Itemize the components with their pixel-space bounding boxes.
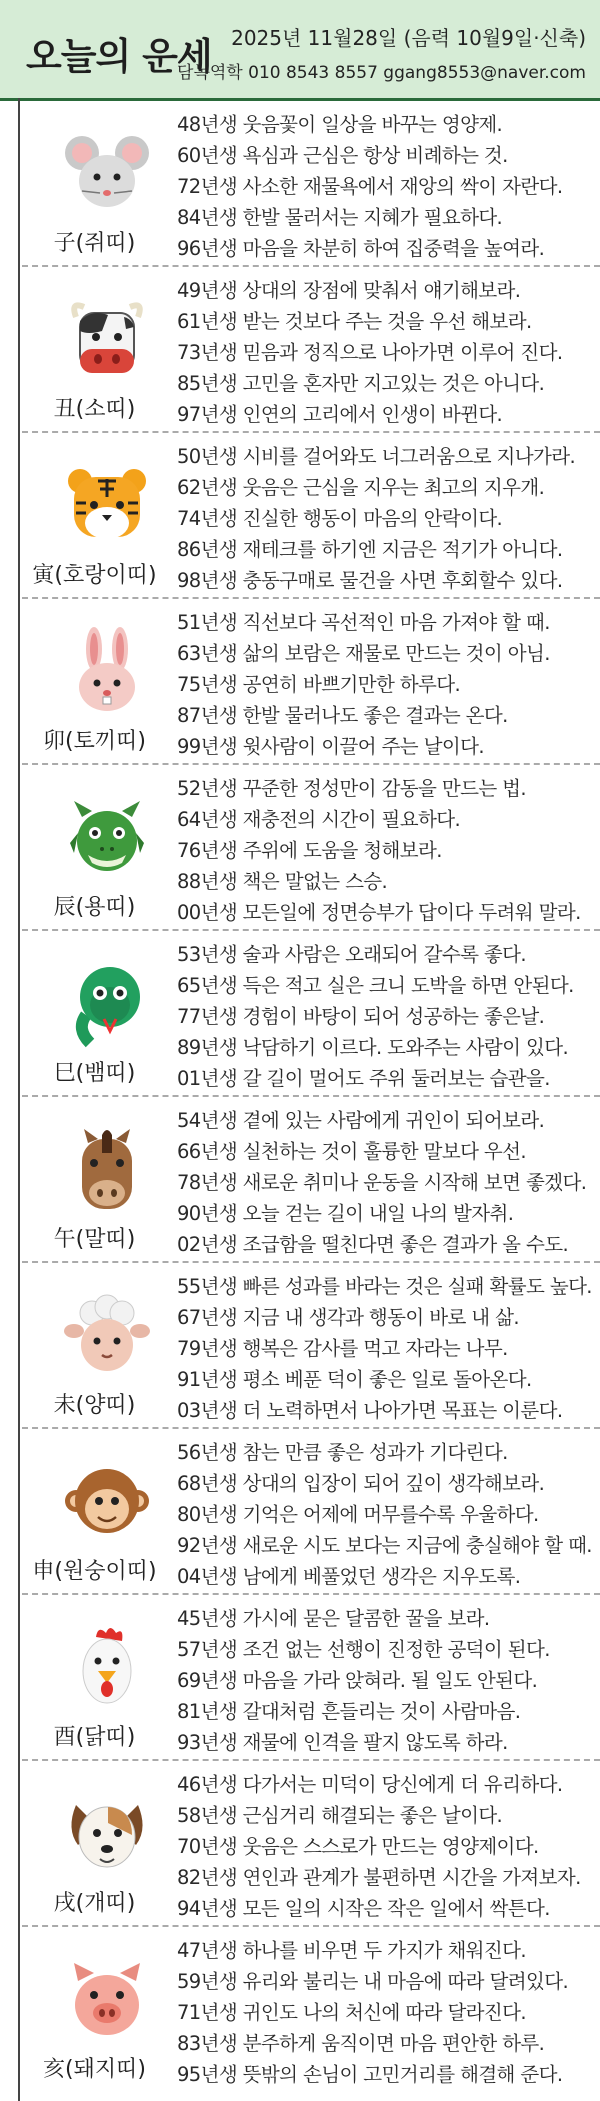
header-bar (0, 0, 600, 101)
snake-icon (62, 959, 152, 1049)
fortune-line: 52년생 꾸준한 정성만이 감동을 만드는 법. (177, 777, 526, 800)
zodiac-row (22, 1761, 600, 1927)
fortune-lines (177, 1935, 592, 2090)
rabbit-icon (62, 627, 152, 717)
fortune-lines (177, 1105, 592, 1260)
fortune-line: 73년생 믿음과 정직으로 나아가면 이루어 진다. (177, 341, 563, 364)
zodiac-row (22, 1927, 600, 2093)
zodiac-label: 亥(돼지띠) (43, 2057, 146, 2082)
zodiac-row (22, 765, 600, 931)
fortune-lines (177, 607, 592, 762)
zodiac-label: 卯(토끼띠) (43, 729, 146, 754)
left-rule (18, 98, 20, 2101)
fortune-line: 94년생 모든 일의 시작은 작은 일에서 싹튼다. (177, 1897, 550, 1920)
fortune-line: 01년생 갈 길이 멀어도 주위 둘러보는 습관을. (177, 1067, 550, 1090)
fortune-line: 72년생 사소한 재물욕에서 재앙의 싹이 자란다. (177, 175, 563, 198)
fortune-line: 65년생 득은 적고 실은 크니 도박을 하면 안된다. (177, 974, 574, 997)
fortune-line: 51년생 직선보다 곡선적인 마음 가져야 할 때. (177, 611, 550, 634)
fortune-lines (177, 1271, 592, 1426)
zodiac-label: 申(원숭이띠) (32, 1559, 157, 1584)
fortune-line: 71년생 귀인도 나의 처신에 따라 달라진다. (177, 2001, 526, 2024)
fortune-line: 70년생 웃음은 스스로가 만드는 영양제이다. (177, 1835, 539, 1858)
fortune-line: 67년생 지금 내 생각과 행동이 바로 내 삶. (177, 1306, 519, 1329)
zodiac-row (22, 1429, 600, 1595)
zodiac-label: 酉(닭띠) (53, 1725, 136, 1750)
fortune-line: 88년생 책은 말없는 스승. (177, 870, 388, 893)
zodiac-row (22, 1595, 600, 1761)
fortune-line: 89년생 낙담하기 이르다. 도와주는 사람이 있다. (177, 1036, 569, 1059)
fortune-line: 97년생 인연의 고리에서 인생이 바뀐다. (177, 403, 503, 426)
fortune-line: 95년생 뜻밖의 손님이 고민거리를 해결해 준다. (177, 2063, 563, 2086)
fortune-line: 90년생 오늘 걷는 길이 내일 나의 발자취. (177, 1202, 514, 1225)
zodiac-label: 寅(호랑이띠) (32, 563, 157, 588)
fortune-line: 03년생 더 노력하면서 나아가면 목표는 이룬다. (177, 1399, 563, 1422)
zodiac-row (22, 1263, 600, 1429)
fortune-line: 61년생 받는 것보다 주는 것을 우선 해보라. (177, 310, 532, 333)
zodiac-label: 午(말띠) (53, 1227, 136, 1252)
dog-icon (62, 1789, 152, 1879)
fortune-line: 96년생 마음을 차분히 하여 집중력을 높여라. (177, 237, 545, 260)
zodiac-row (22, 267, 600, 433)
fortune-line: 92년생 새로운 시도 보다는 지금에 충실해야 할 때. (177, 1534, 592, 1557)
fortune-line: 77년생 경험이 바탕이 되어 성공하는 좋은날. (177, 1005, 545, 1028)
fortune-lines (177, 1769, 592, 1924)
fortune-line: 57년생 조건 없는 선행이 진정한 공덕이 된다. (177, 1638, 550, 1661)
fortune-line: 63년생 삶의 보람은 재물로 만드는 것이 아님. (177, 642, 550, 665)
zodiac-label: 丑(소띠) (53, 397, 136, 422)
rooster-icon (62, 1623, 152, 1713)
fortune-line: 85년생 고민을 혼자만 지고있는 것은 아니다. (177, 372, 545, 395)
fortune-line: 99년생 윗사람이 이끌어 주는 날이다. (177, 735, 484, 758)
tiger-icon (62, 461, 152, 551)
zodiac-label: 子(쥐띠) (53, 231, 136, 256)
fortune-line: 68년생 상대의 입장이 되어 깊이 생각해보라. (177, 1472, 545, 1495)
zodiac-row (22, 101, 600, 267)
fortune-line: 56년생 참는 만큼 좋은 성과가 기다린다. (177, 1441, 508, 1464)
dragon-icon (62, 793, 152, 883)
zodiac-label: 未(양띠) (53, 1393, 136, 1418)
fortune-lines (177, 441, 592, 596)
fortune-lines (177, 939, 592, 1094)
fortune-lines (177, 1603, 592, 1758)
zodiac-label: 辰(용띠) (53, 895, 136, 920)
fortune-line: 02년생 조급함을 떨친다면 좋은 결과가 올 수도. (177, 1233, 569, 1256)
fortune-line: 98년생 충동구매로 물건을 사면 후회할수 있다. (177, 569, 563, 592)
monkey-icon (62, 1457, 152, 1547)
contact-line: 담녹역학 010 8543 8557 ggang8553@naver.com (177, 63, 586, 83)
fortune-line: 84년생 한발 물러서는 지혜가 필요하다. (177, 206, 503, 229)
fortune-line: 64년생 재충전의 시간이 필요하다. (177, 808, 461, 831)
ox-icon (62, 295, 152, 385)
fortune-line: 47년생 하나를 비우면 두 가지가 채워진다. (177, 1939, 526, 1962)
fortune-line: 55년생 빠른 성과를 바라는 것은 실패 확률도 높다. (177, 1275, 592, 1298)
fortune-line: 82년생 연인과 관계가 불편하면 시간을 가져보자. (177, 1866, 581, 1889)
zodiac-label: 巳(뱀띠) (53, 1061, 136, 1086)
fortune-line: 69년생 마음을 가라 앉혀라. 될 일도 안된다. (177, 1669, 538, 1692)
fortune-lines (177, 109, 592, 264)
fortune-line: 74년생 진실한 행동이 마음의 안락이다. (177, 507, 503, 530)
fortune-line: 49년생 상대의 장점에 맞춰서 얘기해보라. (177, 279, 521, 302)
fortune-line: 58년생 근심거리 해결되는 좋은 날이다. (177, 1804, 503, 1827)
fortune-line: 50년생 시비를 걸어와도 너그러움으로 지나가라. (177, 445, 576, 468)
fortune-line: 54년생 곁에 있는 사람에게 귀인이 되어보라. (177, 1109, 545, 1132)
fortune-line: 81년생 갈대처럼 흔들리는 것이 사람마음. (177, 1700, 521, 1723)
date-line: 2025년 11월28일 (음력 10월9일·신축) (231, 26, 586, 50)
fortune-line: 48년생 웃음꽃이 일상을 바꾸는 영양제. (177, 113, 503, 136)
fortune-line: 46년생 다가서는 미덕이 당신에게 더 유리하다. (177, 1773, 563, 1796)
fortune-line: 87년생 한발 물러나도 좋은 결과는 온다. (177, 704, 508, 727)
zodiac-row (22, 1097, 600, 1263)
fortune-line: 86년생 재테크를 하기엔 지금은 적기가 아니다. (177, 538, 563, 561)
fortune-line: 93년생 재물에 인격을 팔지 않도록 하라. (177, 1731, 508, 1754)
zodiac-row (22, 433, 600, 599)
fortune-line: 00년생 모든일에 정면승부가 답이다 두려워 말라. (177, 901, 581, 924)
sheep-icon (62, 1291, 152, 1381)
pig-icon (62, 1955, 152, 2045)
fortune-line: 60년생 욕심과 근심은 항상 비례하는 것. (177, 144, 508, 167)
fortune-lines (177, 275, 592, 430)
fortune-lines (177, 1437, 592, 1592)
fortune-line: 59년생 유리와 불리는 내 마음에 따라 달려있다. (177, 1970, 569, 1993)
zodiac-list (22, 101, 600, 2093)
fortune-line: 45년생 가시에 묻은 달콤한 꿀을 보라. (177, 1607, 490, 1630)
fortune-line: 53년생 술과 사람은 오래되어 갈수록 좋다. (177, 943, 526, 966)
rat-icon (62, 129, 152, 219)
fortune-line: 78년생 새로운 취미나 운동을 시작해 보면 좋겠다. (177, 1171, 587, 1194)
fortune-line: 91년생 평소 베푼 덕이 좋은 일로 돌아온다. (177, 1368, 532, 1391)
fortune-lines (177, 773, 592, 928)
zodiac-row (22, 931, 600, 1097)
fortune-line: 80년생 기억은 어제에 머무를수록 우울하다. (177, 1503, 539, 1526)
zodiac-row (22, 599, 600, 765)
fortune-line: 76년생 주위에 도움을 청해보라. (177, 839, 442, 862)
page-title: 오늘의 운세 (26, 35, 212, 78)
fortune-line: 79년생 행복은 감사를 먹고 자라는 나무. (177, 1337, 508, 1360)
zodiac-label: 戌(개띠) (53, 1891, 136, 1916)
fortune-line: 04년생 남에게 베풀었던 생각은 지우도록. (177, 1565, 521, 1588)
fortune-line: 83년생 분주하게 움직이면 마음 편안한 하루. (177, 2032, 545, 2055)
fortune-line: 75년생 공연히 바쁘기만한 하루다. (177, 673, 461, 696)
horse-icon (62, 1125, 152, 1215)
fortune-line: 62년생 웃음은 근심을 지우는 최고의 지우개. (177, 476, 545, 499)
fortune-line: 66년생 실천하는 것이 훌륭한 말보다 우선. (177, 1140, 526, 1163)
